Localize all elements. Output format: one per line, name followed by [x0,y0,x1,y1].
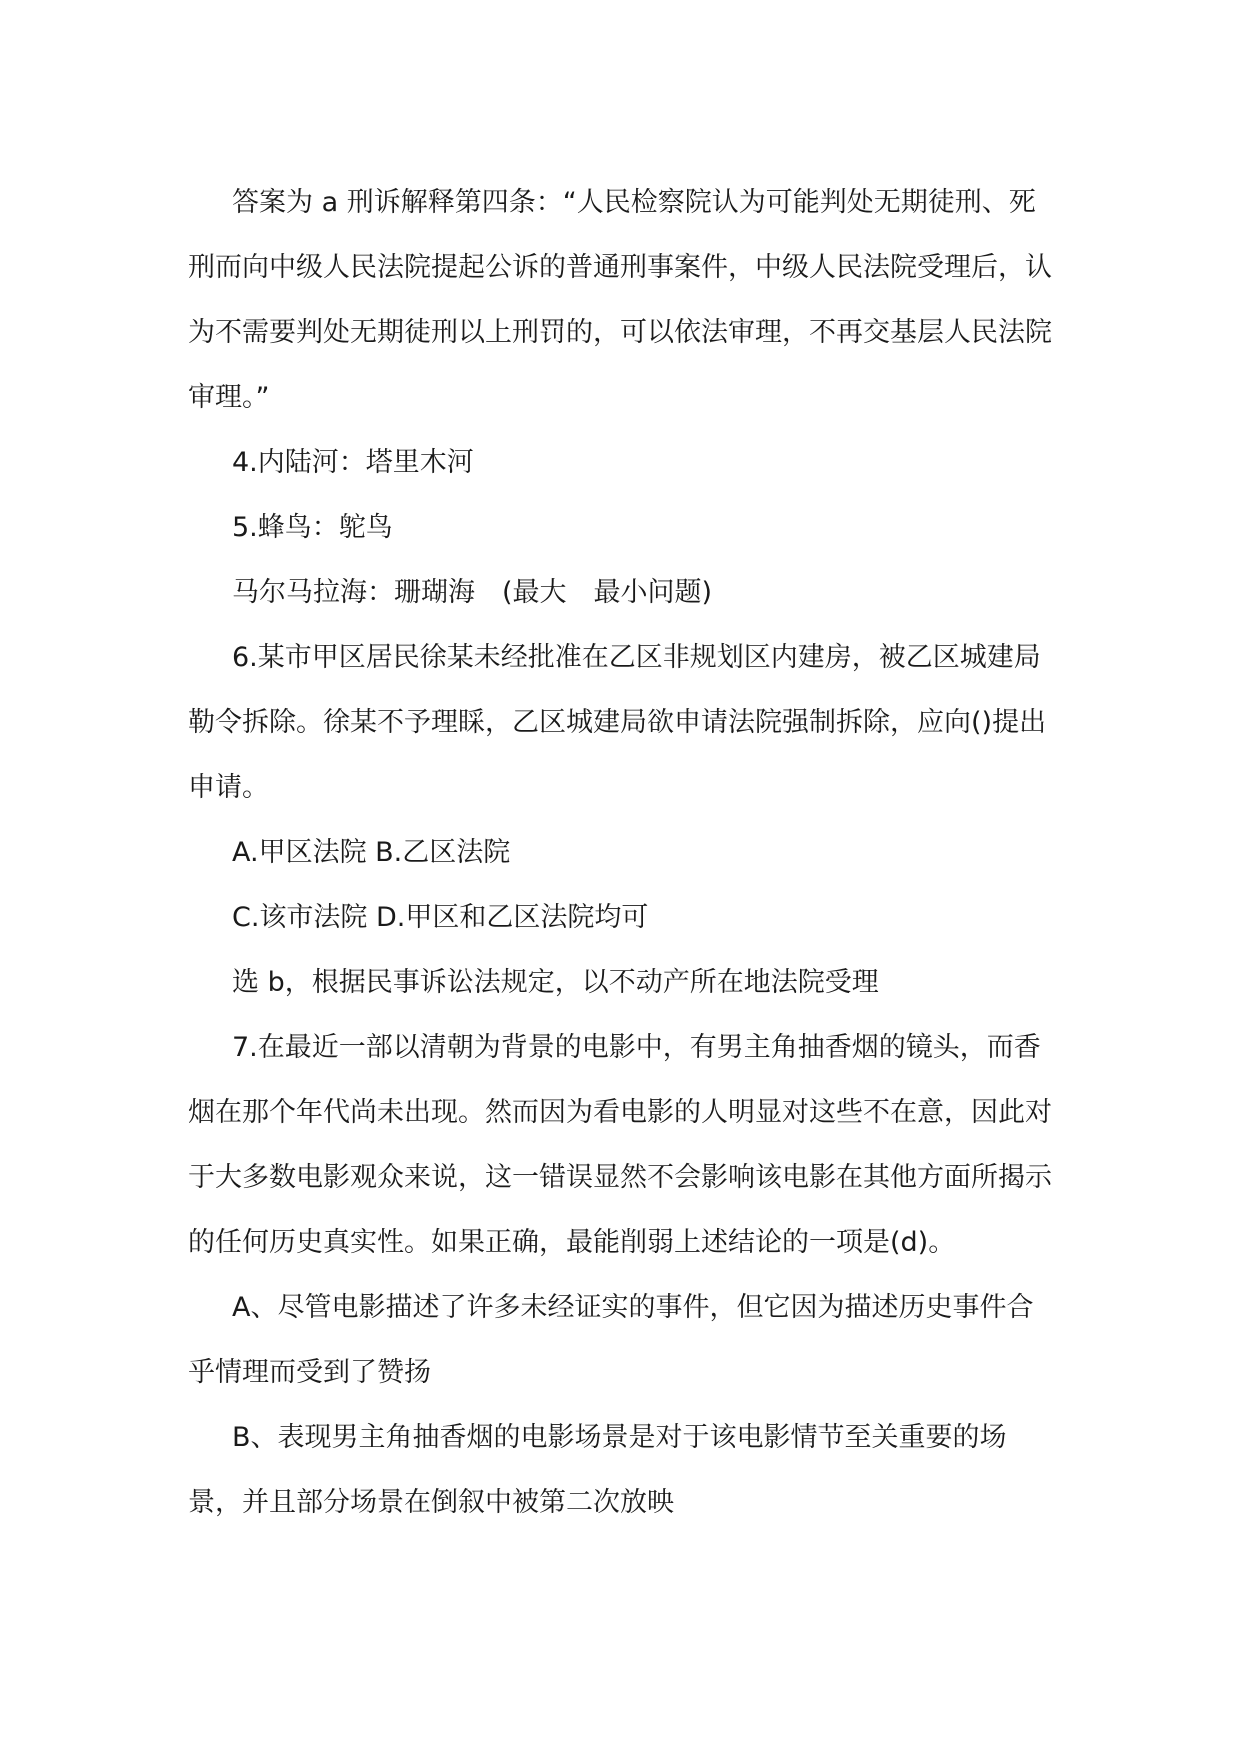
paragraph-question-6: 6.某市甲区居民徐某未经批准在乙区非规划区内建房，被乙区城建局勒令拆除。徐某不予理睬，乙区城建局欲申请法院强制拆除，应向()提出申请。 [188,642,1047,803]
paragraph-answer-explanation: 答案为 a 刑诉解释第四条：“人民检察院认为可能判处无期徒刑、死刑而向中级人民法院提起公诉的普通刑事案件，中级人民法院受理后，认为不需要判处无期徒刑以上刑罚的，可以依法审理，不再交基层人民法院审理。” [188,187,1052,413]
paragraph-option-a: A、尽管电影描述了许多未经证实的事件，但它因为描述历史事件合乎情理而受到了赞扬 [188,1292,1034,1388]
paragraph-question-7: 7.在最近一部以清朝为背景的电影中，有男主角抽香烟的镜头，而香烟在那个年代尚未出现。然而因为看电影的人明显对这些不在意，因此对于大多数电影观众来说，这一错误显然不会影响该电影在其他方面所揭示的任何历史真实性。如果正确，最能削弱上述结论的一项是(d)。 [188,1032,1052,1258]
paragraph-item-4: 4.内陆河：塔里木河 [232,447,474,478]
document-body [188,170,1053,1535]
paragraph-item-5: 5.蜂鸟：鸵鸟 [232,512,393,543]
paragraph-option-cd: C.该市法院 D.甲区和乙区法院均可 [232,902,649,933]
paragraph-option-b: B、表现男主角抽香烟的电影场景是对于该电影情节至关重要的场景，并且部分场景在倒叙中被第二次放映 [188,1422,1007,1518]
paragraph-option-ab: A.甲区法院 B.乙区法院 [232,837,511,868]
paragraph-answer-6: 选 b，根据民事诉讼法规定，以不动产所在地法院受理 [232,967,879,998]
paragraph-sea-pair: 马尔马拉海：珊瑚海 (最大 最小问题) [232,577,713,608]
